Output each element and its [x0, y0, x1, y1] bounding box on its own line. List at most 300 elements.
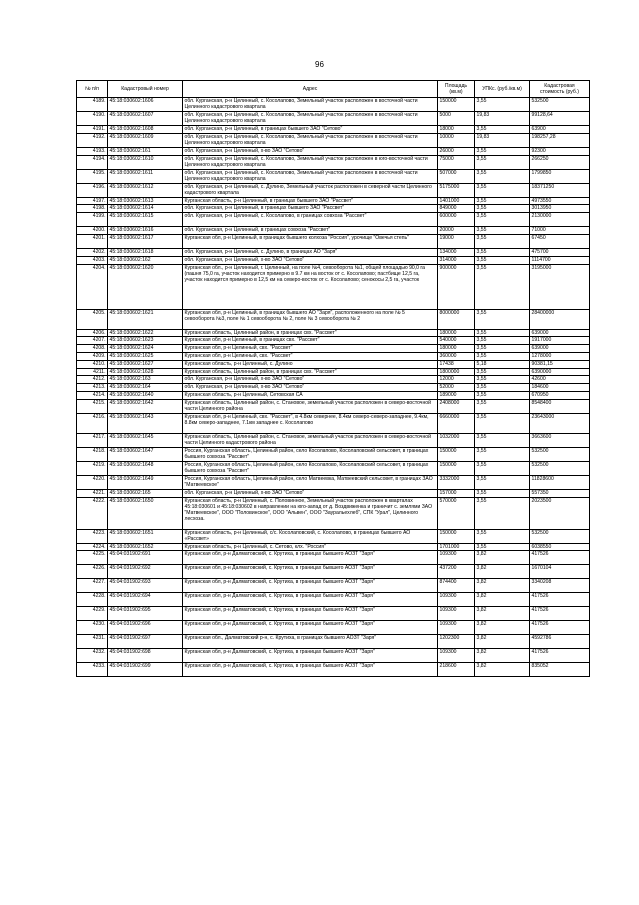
table-row [77, 391, 590, 399]
upks-cell: 3,55 [475, 376, 530, 384]
area-cell: 540000 [438, 337, 475, 345]
area-cell: 218600 [438, 663, 475, 677]
address-cell: Курганская обл, р-н Далматовский, с. Крутиха, в границах бывшего АОЗТ "Заря" [183, 593, 438, 607]
row-number-cell: 4210. [77, 360, 108, 368]
area-cell: 1202300 [438, 635, 475, 649]
table-header-row [77, 81, 590, 98]
row-number-cell: 4207. [77, 337, 108, 345]
table-row [77, 169, 590, 183]
table-row [77, 183, 590, 197]
address-cell: Курганская обл, р-н Целинный, свх. "Рассвет", в 4.8км севернее, 8.4км северо-северо-западнее, 9.4км, 8.8км северо-западнее, 7.1км западнее с. Косолапово [183, 413, 438, 433]
cadastral-number-cell: 45:18:030602:1627 [108, 360, 183, 368]
area-cell: 849000 [438, 205, 475, 213]
upks-cell: 3,55 [475, 345, 530, 353]
address-cell: обл. Курганская, р-н Целинный, с. Косолапово, Земельный участок расположен в восточной части Целинного кадастрового квартала [183, 98, 438, 112]
cadastral-number-cell: 45:04:031902:692 [108, 565, 183, 579]
area-cell: 20000 [438, 227, 475, 235]
upks-cell: 3,55 [475, 337, 530, 345]
table-row [77, 579, 590, 593]
row-number-cell: 4230. [77, 621, 108, 635]
table-row [77, 621, 590, 635]
upks-cell: 3,55 [475, 205, 530, 213]
cadastral-number-cell: 45:18:030602:1624 [108, 345, 183, 353]
address-cell: Курганская обл, р-н Далматовский, с. Крутиха, в границах бывшего АОЗТ "Заря" [183, 579, 438, 593]
address-cell: Курганская область, р-н Целинный, в границах бывшего ЗАО "Рассвет" [183, 197, 438, 205]
area-cell: 75000 [438, 155, 475, 169]
row-number-cell: 4191. [77, 126, 108, 134]
cadastral-cost-cell: 6390000 [530, 368, 590, 376]
cadastral-cost-cell: 532500 [530, 98, 590, 112]
row-number-cell: 4219. [77, 461, 108, 475]
address-cell: Курганская область, р-н Целинный, с. Дулино [183, 360, 438, 368]
upks-cell: 3,55 [475, 329, 530, 337]
address-cell: обл. Курганская, р-н Целинный, х-во ЗАО "Сетово" [183, 147, 438, 155]
row-number-cell: 4196. [77, 183, 108, 197]
cadastral-number-cell: 45:18:030602:161 [108, 147, 183, 155]
address-cell: обл. Курганская, р-н Целинный, х-во ЗАО "Сетово" [183, 256, 438, 264]
area-cell: 150000 [438, 447, 475, 461]
upks-cell: 3,55 [475, 529, 530, 543]
row-number-cell: 4189. [77, 98, 108, 112]
cadastral-cost-cell: 475700 [530, 248, 590, 256]
row-number-cell: 4227. [77, 579, 108, 593]
area-cell: 17438 [438, 360, 475, 368]
address-cell: обл. Курганская, р-н Целинный, с. Косолапово, Земельный участок расположен в восточной части Целинного кадастрового квартала [183, 112, 438, 126]
row-number-cell: 4193. [77, 147, 108, 155]
area-cell: 180000 [438, 345, 475, 353]
header-num: № п/п [77, 81, 108, 98]
cadastral-number-cell: 45:18:030602:1615 [108, 213, 183, 227]
row-number-cell: 4232. [77, 649, 108, 663]
cadastral-cost-cell: 417526 [530, 607, 590, 621]
row-number-cell: 4217. [77, 433, 108, 447]
cadastral-number-cell: 45:04:031902:696 [108, 621, 183, 635]
table-row [77, 649, 590, 663]
address-cell: Курганская обл, р-н Далматовский, с. Крутиха, в границах бывшего АОЗТ "Заря" [183, 607, 438, 621]
row-number-cell: 4195. [77, 169, 108, 183]
row-number-cell: 4192. [77, 133, 108, 147]
cadastral-cost-cell: 1670104 [530, 565, 590, 579]
table-row [77, 256, 590, 264]
row-number-cell: 4200. [77, 227, 108, 235]
row-number-cell: 4226. [77, 565, 108, 579]
cadastral-number-cell: 45:18:030602:1642 [108, 399, 183, 413]
upks-cell: 3,55 [475, 413, 530, 433]
row-number-cell: 4201. [77, 234, 108, 248]
table-row [77, 337, 590, 345]
table-row [77, 112, 590, 126]
upks-cell: 3,55 [475, 147, 530, 155]
upks-cell: 3,55 [475, 264, 530, 309]
cadastral-number-cell: 45:18:030602:1610 [108, 155, 183, 169]
cadastral-cost-cell: 198257,28 [530, 133, 590, 147]
table-row [77, 345, 590, 353]
table-row [77, 205, 590, 213]
upks-cell: 3,55 [475, 399, 530, 413]
cadastral-cost-cell: 2023500 [530, 497, 590, 529]
cadastral-cost-cell: 417526 [530, 649, 590, 663]
cadastral-cost-cell: 99128,64 [530, 112, 590, 126]
upks-cell: 3,55 [475, 433, 530, 447]
cadastral-cost-cell: 1114700 [530, 256, 590, 264]
row-number-cell: 4221. [77, 489, 108, 497]
area-cell: 360000 [438, 352, 475, 360]
row-number-cell: 4212. [77, 376, 108, 384]
cadastral-number-cell: 45:04:031902:691 [108, 551, 183, 565]
cadastral-cost-cell: 28400000 [530, 309, 590, 329]
upks-cell: 3,55 [475, 183, 530, 197]
address-cell: Курганская обл, р-н Далматовский, с. Крутиха, в границах бывшего АОЗТ "Заря" [183, 621, 438, 635]
address-cell: Курганская обл, р-н Целинный, в границах бывшего АО "Заря", расположенного на поле № 5 севооборота №3, поле № 1 севооборота № 2, поле № 3 севооборота № 2 [183, 309, 438, 329]
cadastral-number-cell: 45:18:030602:162 [108, 256, 183, 264]
table-row [77, 489, 590, 497]
address-cell: обл. Курганская, р-н Целинный, в границах совхоза "Рассвет" [183, 227, 438, 235]
cadastral-number-cell: 45:18:030602:1607 [108, 112, 183, 126]
table-row [77, 248, 590, 256]
cadastral-cost-cell: 3663600 [530, 433, 590, 447]
table-row [77, 384, 590, 392]
area-cell: 150000 [438, 529, 475, 543]
area-cell: 437200 [438, 565, 475, 579]
upks-cell: 3,55 [475, 213, 530, 227]
cadastral-cost-cell: 23643000 [530, 413, 590, 433]
area-cell: 2408000 [438, 399, 475, 413]
cadastral-number-cell: 45:18:030602:1652 [108, 543, 183, 551]
row-number-cell: 4214. [77, 391, 108, 399]
table-row [77, 433, 590, 447]
cadastral-number-cell: 45:18:030602:1643 [108, 413, 183, 433]
table-row [77, 234, 590, 248]
area-cell: 150000 [438, 98, 475, 112]
address-cell: Россия, Курганская область, Целинный район, село Косолапово, Косолаповский сельсовет, в границах бывшего совхоза "Рассвет" [183, 461, 438, 475]
table-row [77, 543, 590, 551]
address-cell: обл. Курганская, р-н Целинный, с. Дулино, в границах АО "Заря" [183, 248, 438, 256]
upks-cell: 3,55 [475, 248, 530, 256]
upks-cell: 3,55 [475, 256, 530, 264]
header-area: Площадь (кв.м) [438, 81, 475, 98]
row-number-cell: 4223. [77, 529, 108, 543]
cadastral-cost-cell: 4973550 [530, 197, 590, 205]
area-cell: 109300 [438, 649, 475, 663]
row-number-cell: 4231. [77, 635, 108, 649]
table-row [77, 551, 590, 565]
area-cell: 1401000 [438, 197, 475, 205]
area-cell: 570000 [438, 497, 475, 529]
cadastral-cost-cell: 2130000 [530, 213, 590, 227]
area-cell: 109300 [438, 551, 475, 565]
cadastral-number-cell: 45:18:030602:1650 [108, 497, 183, 529]
row-number-cell: 4215. [77, 399, 108, 413]
cadastral-number-cell: 45:18:030602:1611 [108, 169, 183, 183]
upks-cell: 3,55 [475, 447, 530, 461]
table-row [77, 565, 590, 579]
table-row [77, 309, 590, 329]
cadastral-number-cell: 45:18:030602:1648 [108, 461, 183, 475]
address-cell: обл. Курганская, р-н Целинный, с. Дулино, Земельный участок расположен в северной части Целинного кадастрового квартала [183, 183, 438, 197]
cadastral-cost-cell: 71000 [530, 227, 590, 235]
area-cell: 5175000 [438, 183, 475, 197]
table-row [77, 475, 590, 489]
cadastral-cost-cell: 266250 [530, 155, 590, 169]
row-number-cell: 4216. [77, 413, 108, 433]
upks-cell: 3,82 [475, 593, 530, 607]
address-cell: Курганская область, р-н Целинный, Сетовская СА [183, 391, 438, 399]
cadastral-number-cell: 45:18:030602:1621 [108, 309, 183, 329]
area-cell: 18000 [438, 126, 475, 134]
row-number-cell: 4190. [77, 112, 108, 126]
area-cell: 507000 [438, 169, 475, 183]
address-cell: Курганская обл, р-н Далматовский, с. Крутиха, в границах бывшего АОЗТ "Заря" [183, 649, 438, 663]
row-number-cell: 4225. [77, 551, 108, 565]
address-cell: обл. Курганская, р-н Целинный, в границах бывшего ЗАО "Рассвет" [183, 205, 438, 213]
upks-cell: 3,82 [475, 649, 530, 663]
header-address: Адрес [183, 81, 438, 98]
address-cell: обл. Курганская, р-н Целинный, х-во ЗАО "Сетово" [183, 489, 438, 497]
area-cell: 26000 [438, 147, 475, 155]
cadastral-cost-cell: 835052 [530, 663, 590, 677]
cadastral-number-cell: 45:18:030602:1608 [108, 126, 183, 134]
area-cell: 189000 [438, 391, 475, 399]
address-cell: Россия, Курганская область, Целинный район, село Матвеевка, Матвеевский сельсовет, в границах ЗАО "Матвеевское" [183, 475, 438, 489]
cadastral-number-cell: 45:18:030602:1606 [108, 98, 183, 112]
address-cell: Курганская обл., Далматовский р-н, с. Крутиха, в границах бывшего АОЗТ "Заря" [183, 635, 438, 649]
upks-cell: 3,55 [475, 461, 530, 475]
table-row [77, 663, 590, 677]
row-number-cell: 4203. [77, 256, 108, 264]
area-cell: 314000 [438, 256, 475, 264]
table-row [77, 213, 590, 227]
area-cell: 109300 [438, 621, 475, 635]
table-row [77, 133, 590, 147]
address-cell: Курганская обл, р-н Далматовский, с. Крутиха, в границах бывшего АОЗТ "Заря" [183, 551, 438, 565]
table-row [77, 593, 590, 607]
area-cell: 874400 [438, 579, 475, 593]
area-cell: 900000 [438, 264, 475, 309]
cadastral-number-cell: 45:04:031902:695 [108, 607, 183, 621]
cadastral-number-cell: 45:18:030602:163 [108, 376, 183, 384]
table-row [77, 497, 590, 529]
upks-cell: 19,83 [475, 112, 530, 126]
upks-cell: 3,55 [475, 543, 530, 551]
cadastral-number-cell: 45:18:030602:1612 [108, 183, 183, 197]
area-cell: 134000 [438, 248, 475, 256]
upks-cell: 3,82 [475, 607, 530, 621]
header-upks: УПКс. (руб./кв.м) [475, 81, 530, 98]
upks-cell: 3,82 [475, 635, 530, 649]
upks-cell: 3,82 [475, 551, 530, 565]
row-number-cell: 4218. [77, 447, 108, 461]
area-cell: 109300 [438, 593, 475, 607]
table-row [77, 329, 590, 337]
row-number-cell: 4211. [77, 368, 108, 376]
cadastral-cost-cell: 3013950 [530, 205, 590, 213]
cadastral-number-cell: 45:04:031902:697 [108, 635, 183, 649]
area-cell: 109300 [438, 607, 475, 621]
cadastral-number-cell: 45:18:030602:1628 [108, 368, 183, 376]
upks-cell: 3,55 [475, 309, 530, 329]
row-number-cell: 4194. [77, 155, 108, 169]
area-cell: 600000 [438, 213, 475, 227]
cadastral-cost-cell: 6038550 [530, 543, 590, 551]
address-cell: Курганская область, р-н Целинный, с. Сетово, клх. "Россия" [183, 543, 438, 551]
upks-cell: 3,55 [475, 126, 530, 134]
area-cell: 5000 [438, 112, 475, 126]
row-number-cell: 4233. [77, 663, 108, 677]
area-cell: 52000 [438, 384, 475, 392]
cadastral-cost-cell: 1917000 [530, 337, 590, 345]
address-cell: Курганская область, Целинный район, в границах свх. "Рассвет" [183, 368, 438, 376]
table-row [77, 126, 590, 134]
cadastral-cost-cell: 532500 [530, 529, 590, 543]
cadastral-cost-cell: 532500 [530, 461, 590, 475]
cadastral-value-table [76, 80, 590, 677]
cadastral-cost-cell: 639000 [530, 329, 590, 337]
cadastral-cost-cell: 417526 [530, 593, 590, 607]
cadastral-number-cell: 45:18:030602:1645 [108, 433, 183, 447]
address-cell: Курганская обл, р-н Целинный, в границах бывшего колхоза "Россия", урочище "Овечья степь" [183, 234, 438, 248]
table-row [77, 147, 590, 155]
table-body [77, 98, 590, 677]
cadastral-cost-cell: 184600 [530, 384, 590, 392]
cadastral-number-cell: 45:18:030602:1617 [108, 234, 183, 248]
table-row [77, 376, 590, 384]
area-cell: 1032000 [438, 433, 475, 447]
cadastral-cost-cell: 532500 [530, 447, 590, 461]
table-row [77, 413, 590, 433]
cadastral-number-cell: 45:18:030602:1640 [108, 391, 183, 399]
cadastral-number-cell: 45:18:030602:1647 [108, 447, 183, 461]
header-cadastral-number: Кадастровый номер [108, 81, 183, 98]
address-cell: Курганская область, р-н Целинный, с/с. Косолаповский, с. Косолапово, в границах бывшего АО «Рассвет» [183, 529, 438, 543]
table-row [77, 368, 590, 376]
address-cell: Курганская область, Целинный район, в границах свх. "Рассвет" [183, 329, 438, 337]
area-cell: 1701000 [438, 543, 475, 551]
cadastral-number-cell: 45:18:030602:1651 [108, 529, 183, 543]
cadastral-number-cell: 45:18:030602:1614 [108, 205, 183, 213]
table-row [77, 98, 590, 112]
upks-cell: 3,55 [475, 497, 530, 529]
address-cell: Курганская обл, р-н Целинный, в границах свх. "Рассвет" [183, 337, 438, 345]
cadastral-cost-cell: 3195000 [530, 264, 590, 309]
address-cell: Курганская область, р-н Целинный, с. Половинное, Земельный участок расположен в кварталах 45:18:030601 и 45:18:030602 в направлении на юго-запад от д. Воздвиженка и граничит с. землями ЗАО "Матвеевское", ООО "Половинское", ООО "Альвен", ООО "Зауральехлеб", СПК "Урал", Целинного лесхоза. [183, 497, 438, 529]
cadastral-number-cell: 45:18:030602:1649 [108, 475, 183, 489]
upks-cell: 3,55 [475, 475, 530, 489]
table-row [77, 447, 590, 461]
cadastral-number-cell: 45:04:031902:694 [108, 593, 183, 607]
row-number-cell: 4213. [77, 384, 108, 392]
upks-cell: 3,55 [475, 227, 530, 235]
upks-cell: 3,55 [475, 98, 530, 112]
page-number: 96 [315, 60, 324, 69]
table-row [77, 227, 590, 235]
upks-cell: 3,82 [475, 565, 530, 579]
cadastral-cost-cell: 417526 [530, 551, 590, 565]
cadastral-cost-cell: 639000 [530, 345, 590, 353]
address-cell: Курганская область, Целинный район, с. Становое, земельный участок расположен в северо-восточной части Целинного района [183, 399, 438, 413]
address-cell: обл. Курганская, р-н Целинный, с. Косолапово, в границах совхоза "Рассвет" [183, 213, 438, 227]
row-number-cell: 4228. [77, 593, 108, 607]
cadastral-cost-cell: 63900 [530, 126, 590, 134]
cadastral-cost-cell: 92300 [530, 147, 590, 155]
cadastral-number-cell: 45:18:030602:1622 [108, 329, 183, 337]
cadastral-number-cell: 45:18:030602:1616 [108, 227, 183, 235]
upks-cell: 3,82 [475, 621, 530, 635]
area-cell: 3332000 [438, 475, 475, 489]
area-cell: 157000 [438, 489, 475, 497]
cadastral-number-cell: 45:04:031902:698 [108, 649, 183, 663]
address-cell: Курганская обл, р-н Целинный, свх. "Рассвет" [183, 345, 438, 353]
upks-cell: 3,55 [475, 169, 530, 183]
table-row [77, 264, 590, 309]
cadastral-cost-cell: 1799850 [530, 169, 590, 183]
table-row [77, 635, 590, 649]
upks-cell: 3,55 [475, 384, 530, 392]
cadastral-number-cell: 45:18:030602:1620 [108, 264, 183, 309]
upks-cell: 3,55 [475, 368, 530, 376]
row-number-cell: 4205. [77, 309, 108, 329]
area-cell: 1800000 [438, 368, 475, 376]
cadastral-number-cell: 45:18:030602:1618 [108, 248, 183, 256]
row-number-cell: 4199. [77, 213, 108, 227]
row-number-cell: 4220. [77, 475, 108, 489]
upks-cell: 3,55 [475, 197, 530, 205]
upks-cell: 3,82 [475, 663, 530, 677]
table-row [77, 607, 590, 621]
cadastral-number-cell: 45:18:030602:1609 [108, 133, 183, 147]
address-cell: обл. Курганская, р-н Целинный, х-во ЗАО "Сетово" [183, 376, 438, 384]
address-cell: Курганская обл, р-н Целинный, свх. "Рассвет" [183, 352, 438, 360]
address-cell: обл. Курганская, р-н Целинный, в границах бывшего ЗАО "Сетово" [183, 126, 438, 134]
table-row [77, 461, 590, 475]
table-row [77, 155, 590, 169]
row-number-cell: 4209. [77, 352, 108, 360]
address-cell: обл. Курганская, р-н Целинный, с. Косолапово, Земельный участок расположен в восточной части Целинного кадастрового квартала [183, 169, 438, 183]
cadastral-cost-cell: 3340208 [530, 579, 590, 593]
table-row [77, 529, 590, 543]
cadastral-number-cell: 45:04:031902:699 [108, 663, 183, 677]
address-cell: Курганская обл, р-н Далматовский, с. Крутиха, в границах бывшего АОЗТ "Заря" [183, 565, 438, 579]
header-cadastral-cost: Кадастровая стоимость (руб.) [530, 81, 590, 98]
address-cell: Курганская обл., р-н Целинный, г. Целинный, на поле №4, севооборота №1, общей площадью 90,0 га (пашня 75,0 га, участок находится примерно в 9.7 км на восток от с. Косолапово; пастбище 12,5 га, участок находится примерно в 12,5 км на северо-восток от с. Косолапово; сенокосы 2,5 га, участок [183, 264, 438, 309]
cadastral-cost-cell: 4592786 [530, 635, 590, 649]
table-row [77, 197, 590, 205]
upks-cell: 5,18 [475, 360, 530, 368]
area-cell: 6660000 [438, 413, 475, 433]
cadastral-cost-cell: 557350 [530, 489, 590, 497]
address-cell: обл. Курганская, р-н Целинный, с. Косолапово, Земельный участок расположен в юго-восточной части Целинного кадастрового квартала [183, 155, 438, 169]
row-number-cell: 4206. [77, 329, 108, 337]
cadastral-cost-cell: 670950 [530, 391, 590, 399]
cadastral-cost-cell: 67450 [530, 234, 590, 248]
cadastral-number-cell: 45:18:030602:164 [108, 384, 183, 392]
row-number-cell: 4229. [77, 607, 108, 621]
area-cell: 12000 [438, 376, 475, 384]
address-cell: Курганская область, Целинный район, с. Становое, земельный участок расположен в северо-восточной части Целинного кадастрового района [183, 433, 438, 447]
address-cell: Курганская обл, р-н Далматовский, с. Крутиха, в границах бывшего АОЗТ "Заря" [183, 663, 438, 677]
area-cell: 19000 [438, 234, 475, 248]
cadastral-cost-cell: 1278000 [530, 352, 590, 360]
cadastral-number-cell: 45:04:031902:693 [108, 579, 183, 593]
cadastral-cost-cell: 42600 [530, 376, 590, 384]
upks-cell: 3,55 [475, 234, 530, 248]
area-cell: 10000 [438, 133, 475, 147]
row-number-cell: 4204. [77, 264, 108, 309]
cadastral-cost-cell: 18371250 [530, 183, 590, 197]
table-row [77, 352, 590, 360]
upks-cell: 3,55 [475, 352, 530, 360]
table-row [77, 360, 590, 368]
address-cell: обл. Курганская, р-н Целинный, х-во ЗАО "Сетово" [183, 384, 438, 392]
